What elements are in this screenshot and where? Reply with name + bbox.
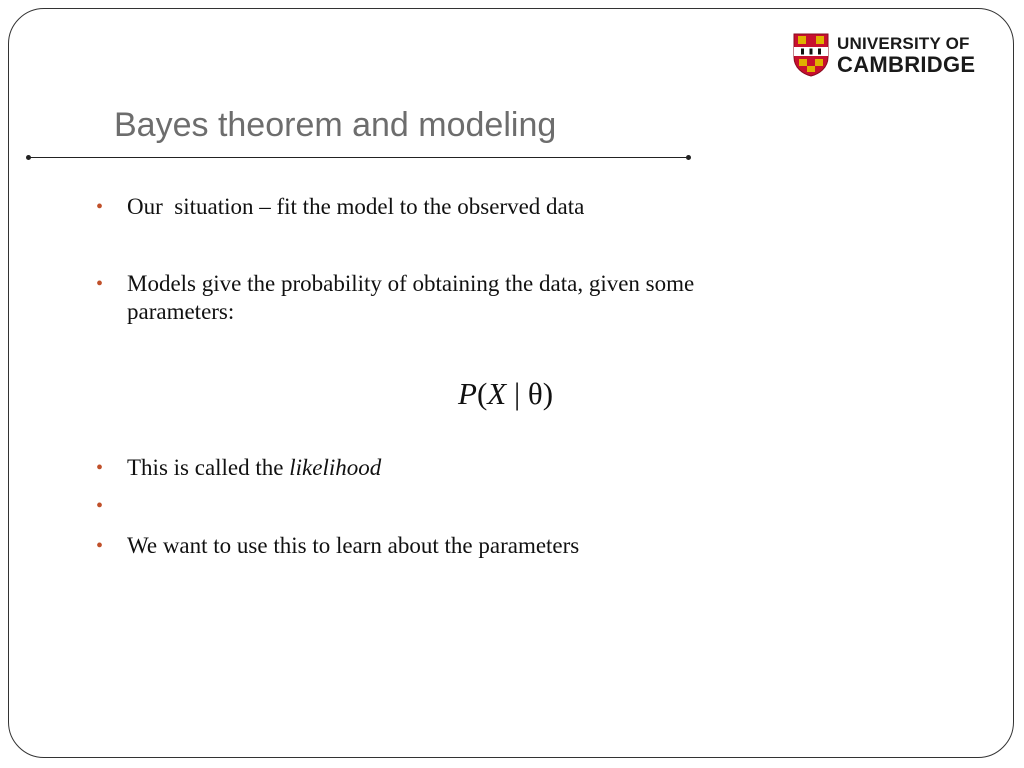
bullet-item-situation: [96, 193, 584, 221]
divider-left-dot: [26, 155, 31, 160]
divider-right-dot: [686, 155, 691, 160]
logo-wordmark: [837, 35, 975, 76]
slide-title: Bayes theorem and modeling: [114, 106, 557, 144]
bullet-item-models: [96, 270, 694, 326]
bullet-text-emphasis: likelihood: [289, 455, 382, 480]
bullet-text: We want to use this to learn about the parameters: [127, 533, 580, 558]
bullet-marker: •: [96, 196, 104, 218]
bullet-marker: •: [96, 535, 104, 557]
bullet-item-empty: [96, 492, 127, 520]
bullet-text: [127, 454, 381, 482]
formula-close-paren: ): [542, 376, 554, 411]
bullet-marker: •: [96, 495, 104, 517]
formula-x: X: [487, 376, 507, 411]
bullet-text: Models give the probability of obtaining the data, given some parameters:: [127, 271, 695, 324]
bullet-text: Our situation – fit the model to the observed data: [127, 194, 585, 219]
formula-theta: θ: [527, 376, 543, 411]
formula-p: P: [458, 376, 477, 411]
bullet-text-plain: This is called the: [127, 455, 290, 480]
logo-line-cambridge: CAMBRIDGE: [837, 51, 976, 77]
formula-bar: |: [506, 376, 528, 411]
bullet-item-likelihood: [96, 454, 381, 482]
formula-open-paren: (: [476, 376, 488, 411]
likelihood-formula: [458, 376, 553, 412]
university-logo: [793, 33, 975, 77]
bullet-marker: •: [96, 457, 104, 479]
bullet-marker: •: [96, 273, 104, 295]
logo-line-university: UNIVERSITY OF: [837, 33, 970, 53]
title-divider: [28, 157, 690, 158]
bullet-item-learn: [96, 532, 579, 560]
cambridge-crest-icon: [793, 33, 829, 77]
